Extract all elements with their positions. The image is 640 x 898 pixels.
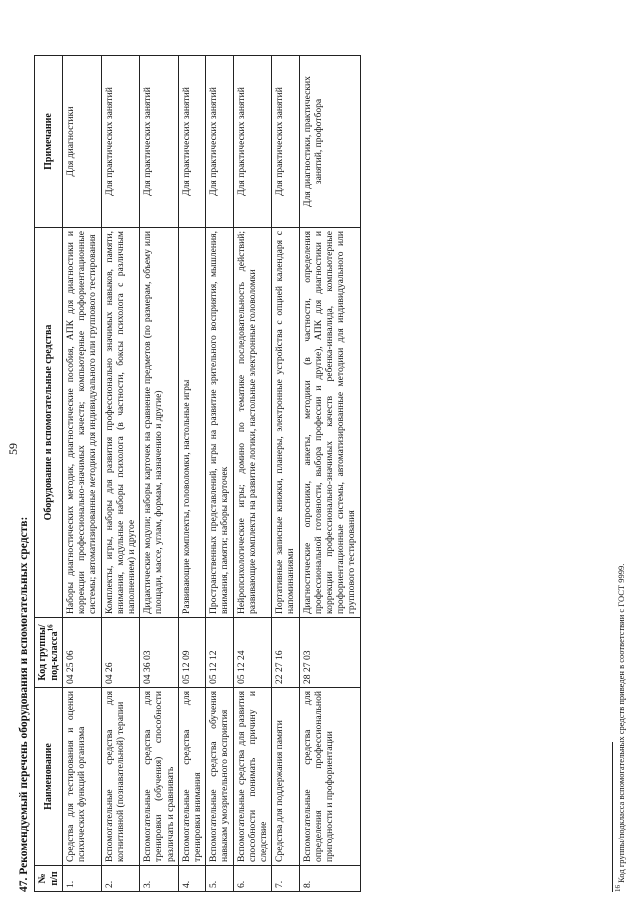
- row-note: Для диагностики, практических занятий, профотбора: [299, 56, 360, 228]
- row-code: 04 25 06: [63, 618, 102, 688]
- row-name: Вспомогательные средства для определения профессиональной пригодности и профориентации: [299, 688, 360, 866]
- row-name: Вспомогательные средства обучения навыкам умозрительного восприятия: [206, 688, 233, 866]
- table-row: [206, 56, 233, 892]
- header-code-text: Код группы/под-класса: [37, 624, 60, 681]
- row-note: Для практических занятий: [178, 56, 205, 228]
- footnote-divider: [612, 742, 613, 892]
- row-code: 22 27 16: [272, 618, 299, 688]
- row-equipment: Диагностические опросники, анкеты, методики (в частности, определения профессиональной готовности, выбора профессии и другие), АПК для диагностики и коррекции профессионально-значимых качеств ребенка-инвалида, компьютерные профориентационные системы, автоматизированные методики для индивидуального или группового тестирования: [299, 228, 360, 618]
- row-name: Вспомогательные средства для развития способности понимать причину и следствие: [233, 688, 272, 866]
- table-row: [178, 56, 205, 892]
- row-note: Для практических занятий: [272, 56, 299, 228]
- table-header-row: [35, 56, 63, 892]
- header-equipment: Оборудование и вспомогательные средства: [35, 228, 63, 618]
- equipment-table: [34, 55, 361, 892]
- row-num: 3.: [140, 866, 179, 892]
- row-code: 05 12 12: [206, 618, 233, 688]
- row-num: 8.: [299, 866, 360, 892]
- row-code: 05 12 24: [233, 618, 272, 688]
- header-name: Наименование: [35, 688, 63, 866]
- row-num: 6.: [233, 866, 272, 892]
- row-code: 04 36 03: [140, 618, 179, 688]
- row-equipment: Развивающие комплекты, головоломки, настольные игры: [178, 228, 205, 618]
- header-num: № п/п: [35, 866, 63, 892]
- table-row: [63, 56, 102, 892]
- row-note: Для практических занятий: [233, 56, 272, 228]
- section-heading: 47. Рекомендуемый перечень оборудования и вспомогательных средств:: [18, 516, 30, 892]
- row-num: 4.: [178, 866, 205, 892]
- row-note: Для практических занятий: [140, 56, 179, 228]
- row-name: Средства для поддержания памяти: [272, 688, 299, 866]
- row-num: 1.: [63, 866, 102, 892]
- row-name: Вспомогательные средства для тренировки внимания: [178, 688, 205, 866]
- row-note: Для практических занятий: [206, 56, 233, 228]
- row-name: Вспомогательные средства для когнитивной (познавательной) терапии: [101, 688, 140, 866]
- row-num: 5.: [206, 866, 233, 892]
- row-equipment: Портативные записные книжки, планеры, электронные устройства с опцией календаря с напоминаниями: [272, 228, 299, 618]
- row-equipment: Комплекты, игры, наборы для развития профессионально значимых навыков, памяти, внимания, модульные наборы психолога (в частности, боксы психолога с различным наполнением) и другое: [101, 228, 140, 618]
- table-row: [140, 56, 179, 892]
- row-equipment: Нейропсихологические игры; домино по тематике последовательность действий; развивающие комплекты на развитие логики, настольные электронные головоломки: [233, 228, 272, 618]
- row-code: 04 26: [101, 618, 140, 688]
- page-number: 59: [6, 443, 20, 455]
- header-note: Примечание: [35, 56, 63, 228]
- row-equipment: Дидактические модули; наборы карточек на сравнение предметов (по размерам, объему или площади, массе, углам, формам, назначению и другие): [140, 228, 179, 618]
- row-equipment: Наборы диагностических методик, диагностические пособия, АПК для диагностики и коррекции профессионально-значимых качеств; компьютерные профориентационные системы; автоматизированные методики для индивидуального или группового тестирования: [63, 228, 102, 618]
- table-row: [299, 56, 360, 892]
- table-row: [233, 56, 272, 892]
- footnote-marker: 16: [614, 885, 623, 892]
- footnote-text: Код группы/подкласса вспомогательных средств приведен в соответствии с ГОСТ 9999.: [616, 563, 626, 883]
- row-note: Для практических занятий: [101, 56, 140, 228]
- row-name: Вспомогательные средства для тренировки (обучения) способности различать и сравнивать: [140, 688, 179, 866]
- row-name: Средства для тестирования и оценки психических функций организма: [63, 688, 102, 866]
- row-code: 05 12 09: [178, 618, 205, 688]
- header-code: [35, 618, 63, 688]
- table-row: [101, 56, 140, 892]
- row-code: 28 27 03: [299, 618, 360, 688]
- row-note: Для диагностики: [63, 56, 102, 228]
- row-equipment: Пространственных представлений, игры на развитие зрительного восприятия, мышления, внимания, памяти; наборы карточек: [206, 228, 233, 618]
- table-row: [272, 56, 299, 892]
- row-num: 2.: [101, 866, 140, 892]
- footnote: [616, 564, 626, 892]
- header-code-footnote-marker: 16: [46, 624, 55, 632]
- row-num: 7.: [272, 866, 299, 892]
